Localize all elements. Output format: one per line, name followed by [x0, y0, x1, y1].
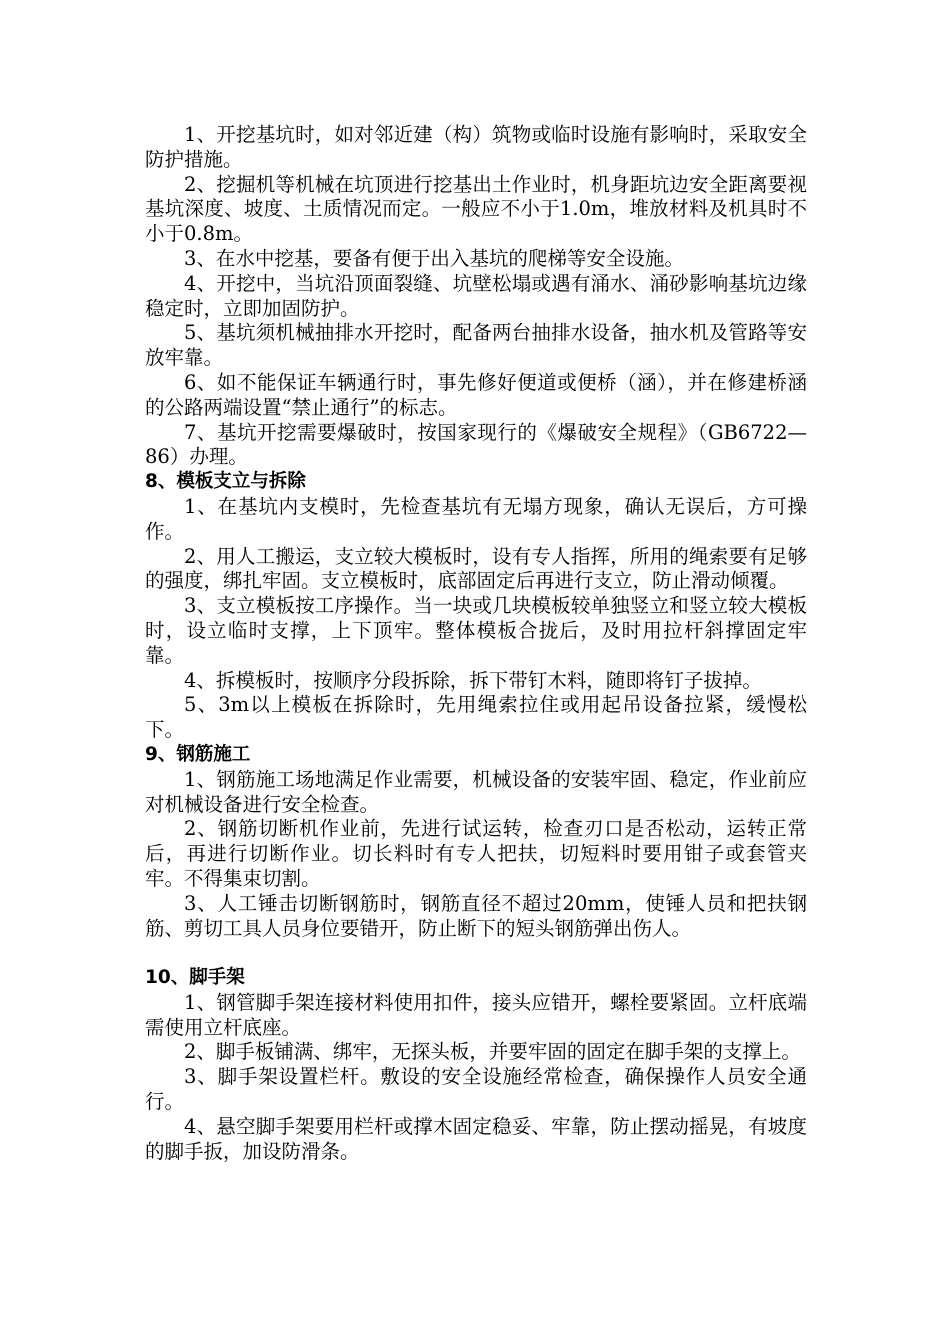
paragraph-a2: 2、挖掘机等机械在坑顶进行挖基出土作业时，机身距坑边安全距离要视基坑深度、坡度、土质情况而定。一般应不小于1.0m，堆放材料及机具时不小于0.8m。	[145, 172, 807, 246]
paragraph-9-3: 3、人工锤击切断钢筋时，钢筋直径不超过20mm，使锤人员和把扶钢筋、剪切工具人员身位要错开，防止断下的短头钢筋弹出伤人。	[145, 891, 807, 940]
paragraph-10-1: 1、钢管脚手架连接材料使用扣件，接头应错开，螺栓要紧固。立杆底端需使用立杆底座。	[145, 990, 807, 1039]
paragraph-a7: 7、基坑开挖需要爆破时，按国家现行的《爆破安全规程》（GB6722—86）办理。	[145, 420, 807, 469]
paragraph-10-2: 2、脚手板铺满、绑牢，无探头板，并要牢固的固定在脚手架的支撑上。	[184, 1040, 801, 1064]
paragraph-9-2: 2、钢筋切断机作业前，先进行试运转，检查刃口是否松动，运转正常后，再进行切断作业。切长料时有专人把扶，切短料时要用钳子或套管夹牢。不得集束切割。	[145, 817, 807, 890]
blank-line	[145, 941, 807, 966]
paragraph-10-4: 4、悬空脚手架要用栏杆或撑木固定稳妥、牢靠，防止摆动摇晃，有坡度的脚手扳，加设防滑条。	[145, 1114, 807, 1163]
paragraph-a6: 6、如不能保证车辆通行时，事先修好便道或便桥（涵），并在修建桥涵的公路两端设置“禁止通行”的标志。	[145, 370, 807, 419]
section-heading-8: 8、模板支立与拆除	[145, 471, 306, 493]
paragraph-10-3: 3、脚手架设置栏杆。敷设的安全设施经常检查，确保操作人员安全通行。	[145, 1065, 807, 1114]
document-page	[145, 123, 807, 1164]
paragraph-8-5: 5、3m以上模板在拆除时，先用绳索拉住或用起吊设备拉紧，缓慢松下。	[145, 693, 807, 742]
paragraph-a1: 1、开挖基坑时，如对邻近建（构）筑物或临时设施有影响时，采取安全防护措施。	[145, 123, 807, 171]
paragraph-a4: 4、开挖中，当坑沿顶面裂缝、坑壁松塌或遇有涌水、涌砂影响基坑边缘稳定时，立即加固防护。	[145, 271, 807, 320]
section-heading-9: 9、钢筋施工	[145, 743, 251, 765]
paragraph-8-3: 3、支立模板按工序操作。当一块或几块模板较单独竖立和竖立较大模板时，设立临时支撑，上下顶牢。整体模板合拢后，及时用拉杆斜撑固定牢靠。	[145, 594, 807, 667]
paragraph-8-4: 4、拆模板时，按顺序分段拆除，拆下带钉木料，随即将钉子拔掉。	[184, 668, 762, 692]
paragraph-a5: 5、基坑须机械抽排水开挖时，配备两台抽排水设备，抽水机及管路等安放牢靠。	[145, 321, 807, 370]
paragraph-a3: 3、在水中挖基，要备有便于出入基坑的爬梯等安全设施。	[184, 246, 684, 270]
paragraph-9-1: 1、钢筋施工场地满足作业需要，机械设备的安装牢固、稳定，作业前应对机械设备进行安全检查。	[145, 767, 807, 816]
section-heading-10: 10、脚手架	[145, 967, 245, 989]
paragraph-8-1: 1、在基坑内支模时，先检查基坑有无塌方现象，确认无误后，方可操作。	[145, 494, 807, 543]
paragraph-8-2: 2、用人工搬运，支立较大模板时，设有专人指挥，所用的绳索要有足够的强度，绑扎牢固。支立模板时，底部固定后再进行支立，防止滑动倾覆。	[145, 544, 807, 593]
